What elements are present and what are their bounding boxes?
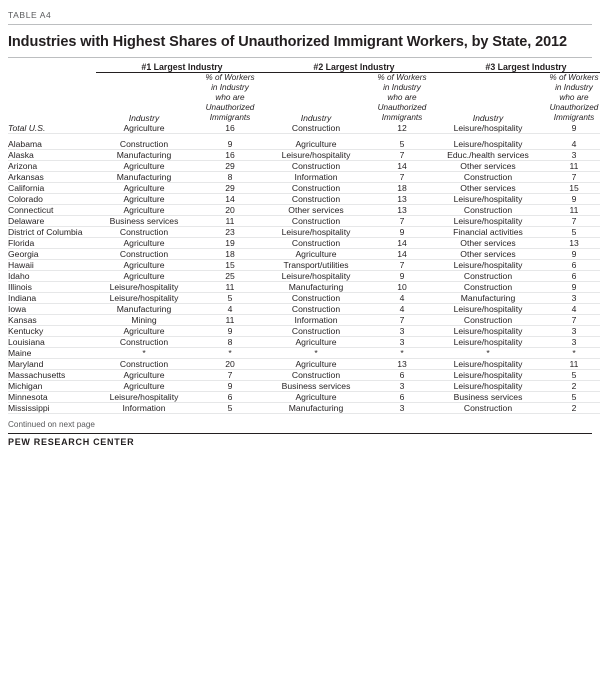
row-state: Arkansas xyxy=(8,172,96,183)
row-industry-3: Construction xyxy=(440,172,536,183)
row-pct-2: 5 xyxy=(364,139,440,150)
pct-line-5: Immigrants xyxy=(209,113,251,123)
row-industry-2: Manufacturing xyxy=(268,282,364,293)
row-pct-1: 6 xyxy=(192,392,268,403)
pct-line-1: % of Workers xyxy=(205,73,255,83)
row-pct-3: 9 xyxy=(536,194,600,205)
row-pct-2: 9 xyxy=(364,271,440,282)
subheader-industry-1: Industry xyxy=(128,113,160,124)
subheader-industry-2: Industry xyxy=(300,113,332,124)
row-industry-2: Other services xyxy=(268,205,364,216)
row-state: District of Columbia xyxy=(8,227,96,238)
row-industry-2: Transport/utilities xyxy=(268,260,364,271)
row-pct-3: 11 xyxy=(536,205,600,216)
group-header-2: #2 Largest Industry xyxy=(313,62,395,73)
row-industry-1: Business services xyxy=(96,216,192,227)
row-pct-1: 29 xyxy=(192,183,268,194)
pct-line-5: Immigrants xyxy=(553,113,595,123)
row-pct-2: 14 xyxy=(364,161,440,172)
pct-line-5: Immigrants xyxy=(381,113,423,123)
row-pct-3: 9 xyxy=(536,282,600,293)
row-industry-3: Leisure/hospitality xyxy=(440,216,536,227)
row-state: Alabama xyxy=(8,139,96,150)
row-pct-1: 11 xyxy=(192,315,268,326)
row-pct-2: 18 xyxy=(364,183,440,194)
row-industry-1: Mining xyxy=(96,315,192,326)
row-industry-3: Other services xyxy=(440,249,536,260)
table-row xyxy=(8,238,600,249)
row-industry-3: Construction xyxy=(440,282,536,293)
row-pct-3: 7 xyxy=(536,216,600,227)
row-state: Maryland xyxy=(8,359,96,370)
table-row xyxy=(8,392,600,403)
pct-line-2: in Industry xyxy=(383,83,421,93)
row-pct-3: 11 xyxy=(536,359,600,370)
row-pct-2: 10 xyxy=(364,282,440,293)
row-pct-1: 16 xyxy=(192,150,268,161)
row-pct-3: 6 xyxy=(536,271,600,282)
subheader-pct-2 xyxy=(364,73,440,123)
row-industry-3: Construction xyxy=(440,315,536,326)
row-state: Maine xyxy=(8,348,96,359)
row-state: Total U.S. xyxy=(8,123,96,134)
row-pct-2: 7 xyxy=(364,315,440,326)
row-industry-1: Manufacturing xyxy=(96,304,192,315)
row-pct-2: 7 xyxy=(364,150,440,161)
row-pct-1: 19 xyxy=(192,238,268,249)
row-industry-2: Leisure/hospitality xyxy=(268,271,364,282)
row-state: Mississippi xyxy=(8,403,96,414)
row-pct-3: 3 xyxy=(536,326,600,337)
row-pct-3: 7 xyxy=(536,315,600,326)
row-industry-2: Leisure/hospitality xyxy=(268,150,364,161)
subheader-row xyxy=(8,73,600,123)
table-row xyxy=(8,260,600,271)
row-pct-2: 14 xyxy=(364,249,440,260)
row-industry-2: Construction xyxy=(268,183,364,194)
row-state: Illinois xyxy=(8,282,96,293)
row-pct-3: 6 xyxy=(536,260,600,271)
row-pct-2: 14 xyxy=(364,238,440,249)
table-row xyxy=(8,183,600,194)
row-state: Georgia xyxy=(8,249,96,260)
row-pct-3: 7 xyxy=(536,172,600,183)
row-state: Michigan xyxy=(8,381,96,392)
row-pct-1: 8 xyxy=(192,337,268,348)
row-industry-1: Agriculture xyxy=(96,370,192,381)
row-industry-3: Leisure/hospitality xyxy=(440,359,536,370)
row-state: Indiana xyxy=(8,293,96,304)
row-industry-1: Leisure/hospitality xyxy=(96,293,192,304)
row-pct-1: 9 xyxy=(192,381,268,392)
row-industry-1: * xyxy=(96,348,192,359)
row-pct-3: 15 xyxy=(536,183,600,194)
row-industry-1: Construction xyxy=(96,227,192,238)
row-industry-2: Construction xyxy=(268,304,364,315)
row-pct-1: 4 xyxy=(192,304,268,315)
row-pct-1: * xyxy=(192,348,268,359)
row-state: Minnesota xyxy=(8,392,96,403)
row-pct-2: 4 xyxy=(364,293,440,304)
row-industry-1: Manufacturing xyxy=(96,150,192,161)
row-industry-3: Leisure/hospitality xyxy=(440,304,536,315)
group-header-3: #3 Largest Industry xyxy=(485,62,567,73)
row-industry-3: Leisure/hospitality xyxy=(440,260,536,271)
row-industry-1: Agriculture xyxy=(96,326,192,337)
row-state: Iowa xyxy=(8,304,96,315)
table-body xyxy=(8,123,600,414)
row-pct-2: * xyxy=(364,348,440,359)
table-row xyxy=(8,304,600,315)
table-row xyxy=(8,271,600,282)
row-industry-2: Leisure/hospitality xyxy=(268,227,364,238)
group-header-1: #1 Largest Industry xyxy=(141,62,223,73)
row-state: California xyxy=(8,183,96,194)
row-pct-1: 5 xyxy=(192,403,268,414)
row-industry-1: Agriculture xyxy=(96,381,192,392)
row-state: Massachusetts xyxy=(8,370,96,381)
row-pct-3: 11 xyxy=(536,161,600,172)
row-pct-3: 4 xyxy=(536,304,600,315)
row-industry-2: Business services xyxy=(268,381,364,392)
pct-line-4: Unauthorized xyxy=(549,103,599,113)
row-industry-2: Manufacturing xyxy=(268,403,364,414)
row-industry-3: Other services xyxy=(440,161,536,172)
row-pct-2: 13 xyxy=(364,194,440,205)
row-state: Idaho xyxy=(8,271,96,282)
row-industry-3: Financial activities xyxy=(440,227,536,238)
row-pct-1: 11 xyxy=(192,216,268,227)
row-pct-2: 7 xyxy=(364,260,440,271)
row-state: Colorado xyxy=(8,194,96,205)
row-pct-3: 3 xyxy=(536,337,600,348)
row-pct-1: 9 xyxy=(192,326,268,337)
row-pct-1: 5 xyxy=(192,293,268,304)
row-pct-3: 2 xyxy=(536,381,600,392)
industries-table xyxy=(8,58,600,414)
subheader-pct-1 xyxy=(192,73,268,123)
row-industry-3: * xyxy=(440,348,536,359)
table-row xyxy=(8,293,600,304)
row-industry-1: Leisure/hospitality xyxy=(96,282,192,293)
row-industry-3: Manufacturing xyxy=(440,293,536,304)
table-row xyxy=(8,370,600,381)
row-pct-2: 3 xyxy=(364,381,440,392)
row-industry-2: Construction xyxy=(268,216,364,227)
row-industry-3: Construction xyxy=(440,205,536,216)
subheader-industry-3: Industry xyxy=(472,113,504,124)
table-row xyxy=(8,315,600,326)
row-industry-3: Educ./health services xyxy=(440,150,536,161)
row-industry-1: Agriculture xyxy=(96,161,192,172)
row-industry-3: Leisure/hospitality xyxy=(440,194,536,205)
row-industry-3: Leisure/hospitality xyxy=(440,326,536,337)
pct-line-2: in Industry xyxy=(555,83,593,93)
row-state: Louisiana xyxy=(8,337,96,348)
table-row xyxy=(8,403,600,414)
table-row xyxy=(8,326,600,337)
pct-line-1: % of Workers xyxy=(377,73,427,83)
row-pct-2: 7 xyxy=(364,216,440,227)
row-pct-1: 9 xyxy=(192,139,268,150)
row-pct-3: 3 xyxy=(536,293,600,304)
row-pct-2: 13 xyxy=(364,359,440,370)
table-row-total xyxy=(8,123,600,134)
pct-line-4: Unauthorized xyxy=(205,103,255,113)
row-industry-2: Construction xyxy=(268,123,364,134)
row-industry-3: Business services xyxy=(440,392,536,403)
row-industry-2: Construction xyxy=(268,293,364,304)
continued-note: Continued on next page xyxy=(8,420,95,430)
table-row xyxy=(8,161,600,172)
row-industry-1: Construction xyxy=(96,337,192,348)
pct-line-2: in Industry xyxy=(211,83,249,93)
row-industry-1: Agriculture xyxy=(96,123,192,134)
row-state: Delaware xyxy=(8,216,96,227)
row-pct-1: 15 xyxy=(192,260,268,271)
row-state: Alaska xyxy=(8,150,96,161)
row-state: Arizona xyxy=(8,161,96,172)
row-state: Kansas xyxy=(8,315,96,326)
table-row xyxy=(8,381,600,392)
row-pct-3: 5 xyxy=(536,392,600,403)
row-industry-2: Information xyxy=(268,172,364,183)
row-pct-2: 9 xyxy=(364,227,440,238)
row-pct-3: 5 xyxy=(536,370,600,381)
row-state: Florida xyxy=(8,238,96,249)
table-row xyxy=(8,359,600,370)
table-row xyxy=(8,227,600,238)
row-industry-1: Leisure/hospitality xyxy=(96,392,192,403)
row-state: Connecticut xyxy=(8,205,96,216)
footer-divider xyxy=(8,433,592,434)
row-industry-1: Agriculture xyxy=(96,238,192,249)
row-industry-2: Agriculture xyxy=(268,249,364,260)
row-pct-1: 7 xyxy=(192,370,268,381)
row-pct-3: 4 xyxy=(536,139,600,150)
table-row xyxy=(8,139,600,150)
row-industry-1: Construction xyxy=(96,249,192,260)
row-industry-3: Leisure/hospitality xyxy=(440,370,536,381)
row-industry-2: Agriculture xyxy=(268,392,364,403)
row-pct-3: 2 xyxy=(536,403,600,414)
row-pct-2: 3 xyxy=(364,326,440,337)
table-row xyxy=(8,282,600,293)
top-divider xyxy=(8,24,592,25)
row-pct-2: 13 xyxy=(364,205,440,216)
table-row xyxy=(8,216,600,227)
table-row xyxy=(8,348,600,359)
subheader-pct-3 xyxy=(536,73,600,123)
row-state: Hawaii xyxy=(8,260,96,271)
row-pct-2: 12 xyxy=(364,123,440,134)
row-industry-1: Manufacturing xyxy=(96,172,192,183)
table-row xyxy=(8,337,600,348)
row-industry-2: Construction xyxy=(268,161,364,172)
row-industry-1: Agriculture xyxy=(96,271,192,282)
row-pct-2: 3 xyxy=(364,337,440,348)
table-row xyxy=(8,172,600,183)
row-pct-1: 20 xyxy=(192,359,268,370)
table-label: TABLE A4 xyxy=(8,10,52,20)
row-pct-1: 23 xyxy=(192,227,268,238)
row-pct-2: 6 xyxy=(364,370,440,381)
pct-line-4: Unauthorized xyxy=(377,103,427,113)
pct-line-1: % of Workers xyxy=(549,73,599,83)
pct-line-3: who are xyxy=(387,93,417,103)
row-industry-2: Agriculture xyxy=(268,337,364,348)
row-pct-3: 13 xyxy=(536,238,600,249)
row-industry-3: Other services xyxy=(440,238,536,249)
row-pct-1: 14 xyxy=(192,194,268,205)
row-industry-2: Information xyxy=(268,315,364,326)
row-industry-1: Agriculture xyxy=(96,205,192,216)
row-industry-1: Agriculture xyxy=(96,194,192,205)
table-row xyxy=(8,194,600,205)
row-industry-1: Agriculture xyxy=(96,260,192,271)
pct-line-3: who are xyxy=(559,93,589,103)
table-row xyxy=(8,150,600,161)
page-title: Industries with Highest Shares of Unauthorized Immigrant Workers, by State, 2012 xyxy=(8,34,567,50)
row-pct-1: 8 xyxy=(192,172,268,183)
row-industry-2: Agriculture xyxy=(268,359,364,370)
row-state: Kentucky xyxy=(8,326,96,337)
row-industry-2: Construction xyxy=(268,194,364,205)
row-pct-1: 29 xyxy=(192,161,268,172)
row-industry-3: Leisure/hospitality xyxy=(440,123,536,134)
row-pct-3: 9 xyxy=(536,249,600,260)
row-pct-3: * xyxy=(536,348,600,359)
row-pct-3: 3 xyxy=(536,150,600,161)
row-pct-3: 5 xyxy=(536,227,600,238)
row-industry-3: Leisure/hospitality xyxy=(440,139,536,150)
row-industry-2: * xyxy=(268,348,364,359)
row-pct-1: 18 xyxy=(192,249,268,260)
row-industry-3: Leisure/hospitality xyxy=(440,337,536,348)
row-industry-3: Construction xyxy=(440,403,536,414)
row-pct-2: 3 xyxy=(364,403,440,414)
row-industry-3: Construction xyxy=(440,271,536,282)
row-industry-2: Construction xyxy=(268,370,364,381)
pct-line-3: who are xyxy=(215,93,245,103)
row-pct-1: 16 xyxy=(192,123,268,134)
brand-label: PEW RESEARCH CENTER xyxy=(8,437,135,448)
row-industry-2: Construction xyxy=(268,238,364,249)
row-industry-1: Agriculture xyxy=(96,183,192,194)
row-pct-2: 6 xyxy=(364,392,440,403)
row-industry-1: Information xyxy=(96,403,192,414)
row-pct-2: 4 xyxy=(364,304,440,315)
group-header-row xyxy=(8,62,600,72)
table-row xyxy=(8,249,600,260)
row-industry-3: Leisure/hospitality xyxy=(440,381,536,392)
row-pct-1: 25 xyxy=(192,271,268,282)
row-pct-1: 20 xyxy=(192,205,268,216)
row-industry-1: Construction xyxy=(96,139,192,150)
row-pct-2: 7 xyxy=(364,172,440,183)
table-row xyxy=(8,205,600,216)
row-pct-1: 11 xyxy=(192,282,268,293)
row-industry-2: Agriculture xyxy=(268,139,364,150)
row-industry-1: Construction xyxy=(96,359,192,370)
row-pct-3: 9 xyxy=(536,123,600,134)
row-industry-3: Other services xyxy=(440,183,536,194)
row-industry-2: Construction xyxy=(268,326,364,337)
